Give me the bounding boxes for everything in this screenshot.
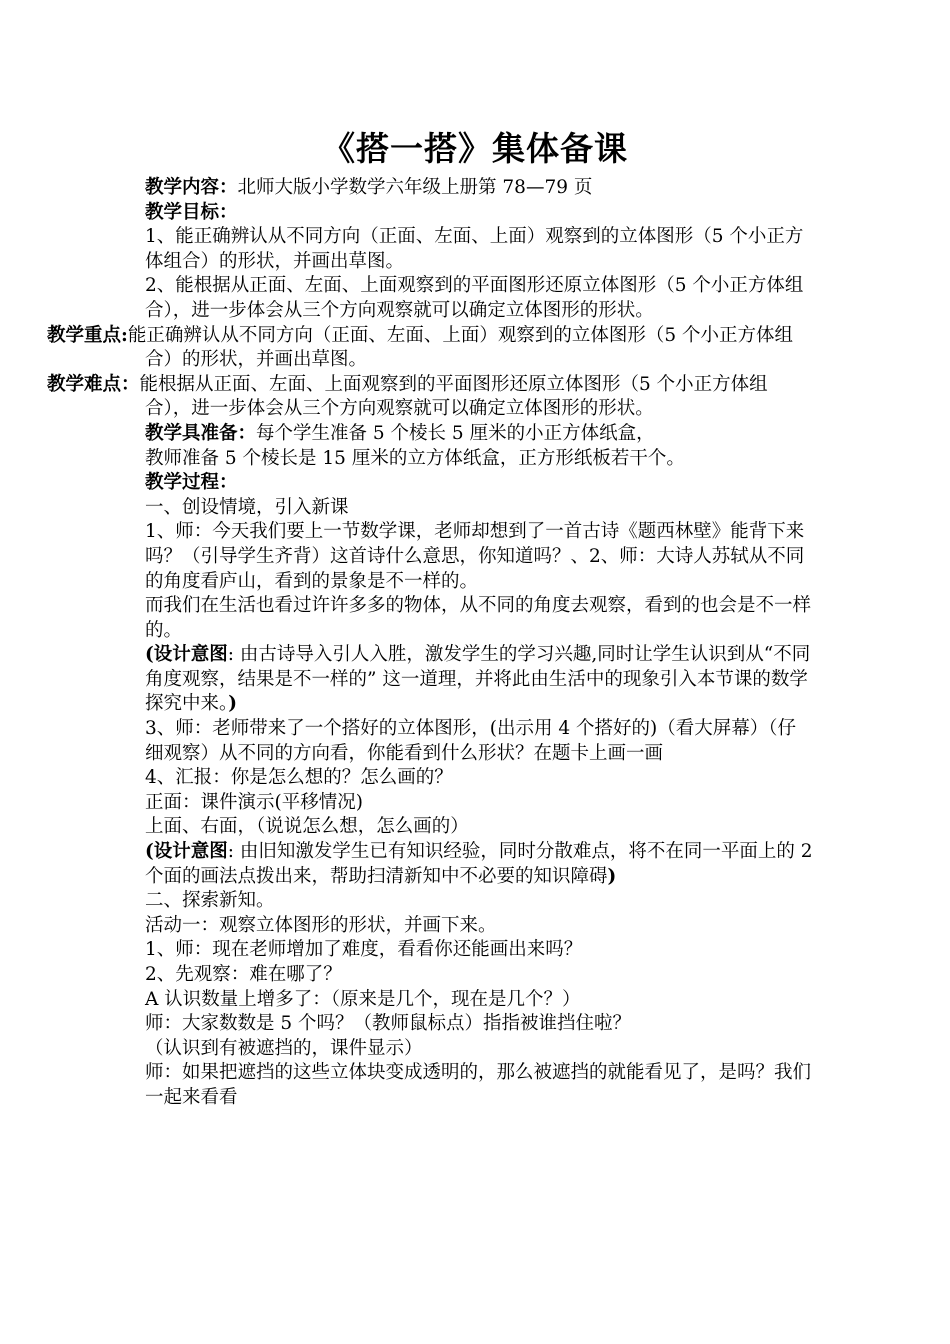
teaching-prep-text: 每个学生准备 5 个棱长 5 厘米的小正方体纸盒，	[256, 422, 655, 444]
teaching-goal-1: 1、能正确辨认从不同方向（正面、左面、上面）观察到的立体图形（5 个小正方体组合）的形状，并画出草图。	[145, 226, 804, 272]
teaching-content-label: 教学内容：	[145, 177, 238, 198]
teaching-prep	[145, 422, 813, 447]
document-body	[47, 176, 813, 1111]
paragraph-3: 3、师：老师带来了一个搭好的立体图形，(出示用 4 个搭好的)（看大屏幕）（仔细观察）从不同的方向看，你能看到什么形状？在题卡上画一画	[145, 718, 796, 764]
teaching-difficulty-text: 能根据从正面、左面、上面观察到的平面图形还原立体图形（5 个小正方体组合），进一步体会从三个方向观察就可以确定立体图形的形状。	[139, 373, 768, 420]
paragraph-11: 师：大家数数是 5 个吗？（教师鼠标点）指指被谁挡住啦？	[145, 1013, 632, 1035]
paragraph-12: （认识到有被遮挡的，课件显示）	[145, 1037, 423, 1059]
teaching-difficulty	[47, 373, 813, 422]
paragraph-2: 而我们在生活也看过许许多多的物体，从不同的角度去观察，看到的也会是不一样的。	[145, 595, 812, 641]
paragraph-7: 活动一：观察立体图形的形状，并画下来。	[145, 914, 497, 936]
paragraph-13: 师：如果把遮挡的这些立体块变成透明的，那么被遮挡的就能看见了，是吗？我们一起来看看	[145, 1062, 812, 1108]
design-intent-1-text: : 由古诗导入引人入胜，激发学生的学习兴趣,同时让学生认识到从“不同角度观察，结果是不一样的” 这一道理，并将此由生活中的现象引入本节课的数学探究中来。	[145, 644, 811, 715]
teaching-goal-label: 教学目标：	[145, 201, 238, 223]
design-intent-2-label: (设计意图	[145, 841, 228, 863]
paragraph-6: 上面、右面，（说说怎么想，怎么画的）	[145, 816, 469, 838]
design-intent-2	[145, 840, 813, 889]
design-intent-2-end: )	[607, 865, 617, 887]
teaching-key-text: 能正确辨认从不同方向（正面、左面、上面）观察到的立体图形（5 个小正方体组合）的形状，并画出草图。	[127, 324, 793, 371]
teaching-prep-2: 教师准备 5 个棱长是 15 厘米的立方体纸盒，正方形纸板若干个。	[145, 447, 685, 469]
document-title: 《搭一搭》集体备课	[322, 129, 628, 168]
design-intent-1-label: (设计意图	[145, 644, 228, 666]
teaching-content	[145, 176, 813, 201]
teaching-goal-2: 2、能根据从正面、左面、上面观察到的平面图形还原立体图形（5 个小正方体组合），进一步体会从三个方向观察就可以确定立体图形的形状。	[145, 275, 804, 321]
paragraph-9: 2、先观察：难在哪了？	[145, 964, 342, 985]
design-intent-2-text: : 由旧知激发学生已有知识经验，同时分散难点，将不在同一平面上的 2 个面的画法点拨出来，帮助扫清新知中不必要的知识障碍	[145, 841, 813, 887]
teaching-prep-label: 教学具准备：	[145, 422, 257, 444]
design-intent-1	[145, 643, 813, 717]
section-2-heading: 二、探索新知。	[145, 890, 275, 912]
paragraph-1: 1、师：今天我们要上一节数学课，老师却想到了一首古诗《题西林壁》能背下来吗？（引导学生齐背）这首诗什么意思，你知道吗？、2、师：大诗人苏轼从不同的角度看庐山，看到的景象是不一样的。	[145, 521, 805, 592]
teaching-difficulty-label: 教学难点：	[47, 373, 140, 395]
paragraph-8: 1、师：现在老师增加了难度，看看你还能画出来吗？	[145, 939, 583, 961]
paragraph-5: 正面：课件演示(平移情况)	[145, 791, 363, 813]
teaching-content-text: 北师大版小学数学六年级上册第 78—79 页	[237, 177, 593, 198]
section-1-heading: 一、创设情境，引入新课	[145, 496, 349, 518]
teaching-key-label: 教学重点:	[47, 324, 128, 346]
teaching-process-label: 教学过程：	[145, 472, 238, 494]
teaching-key-point	[47, 324, 813, 373]
paragraph-10: A 认识数量上增多了：（原来是几个，现在是几个？）	[145, 988, 581, 1010]
design-intent-1-end: )	[228, 693, 238, 715]
paragraph-4: 4、汇报：你是怎么想的？怎么画的？	[145, 767, 453, 789]
